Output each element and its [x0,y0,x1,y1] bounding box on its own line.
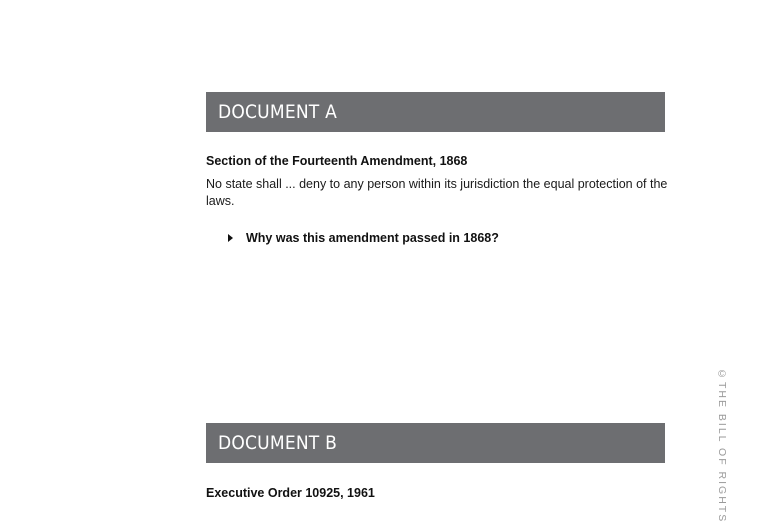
document-a-banner [206,92,665,132]
document-a-body: No state shall ... deny to any person within its jurisdiction the equal protection of the laws. [206,177,668,208]
document-b-section-title: Executive Order 10925, 1961 [206,486,375,500]
copyright-side-text: ©THE BILL OF RIGHTS [716,368,728,523]
document-a-question-text: Why was this amendment passed in 1868? [246,231,499,245]
document-a-section-title: Section of the Fourteenth Amendment, 1868 [206,154,468,168]
document-b-banner [206,423,665,463]
document-b-banner-title: DOCUMENT B [218,432,337,454]
document-a-banner-title: DOCUMENT A [218,101,337,123]
triangle-bullet-icon [228,234,233,242]
document-a-question [228,231,499,245]
